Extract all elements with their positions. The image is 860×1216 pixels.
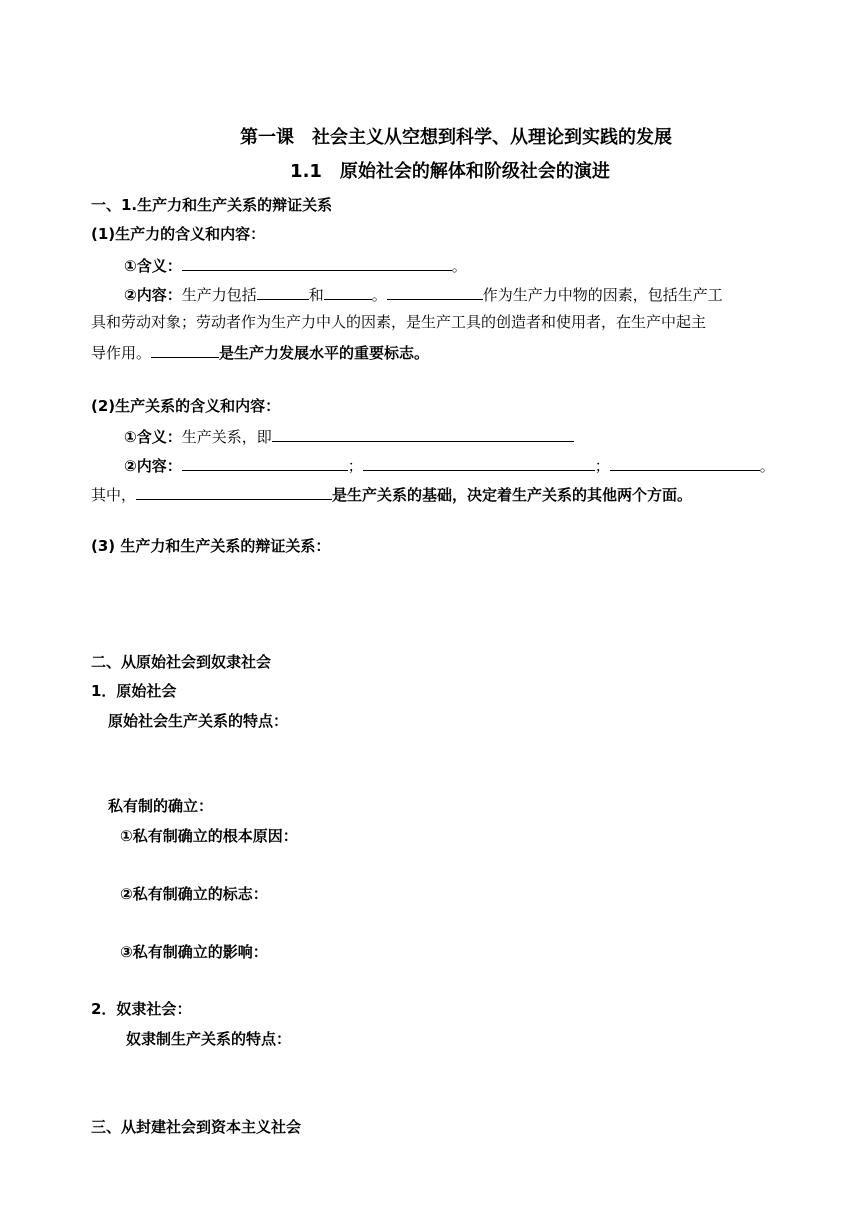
- text-fragment: 。: [371, 286, 387, 304]
- productivity-content-line2: 具和劳动对象；劳动者作为生产力中人的因素，是生产工具的创造者和使用者，在生产中起主: [91, 313, 707, 331]
- meaning-label: ①含义：: [124, 428, 182, 446]
- section-subtitle: 1.1 原始社会的解体和阶级社会的演进: [290, 161, 610, 182]
- relations-content-row: [124, 454, 775, 476]
- content-label: ②内容：: [124, 286, 182, 304]
- text-fragment: 生产力包括: [181, 286, 257, 304]
- text-fragment: 是生产关系的基础，决定着生产关系的其他两个方面。: [332, 486, 693, 504]
- sub-heading-relations: (2)生产关系的含义和内容：: [91, 397, 281, 415]
- sub-heading-primitive: 1．原始社会: [91, 682, 177, 700]
- question-slave-relations: 奴隶制生产关系的特点：: [126, 1030, 292, 1048]
- sub-heading-productivity: (1)生产力的含义和内容：: [91, 225, 266, 243]
- blank-line: [324, 283, 372, 300]
- productivity-content-line3: [91, 341, 429, 363]
- productivity-content-row: [124, 283, 723, 305]
- blank-line: [387, 283, 483, 300]
- private-ownership-heading: 私有制的确立：: [108, 797, 214, 815]
- blank-line: [272, 425, 574, 442]
- text-fragment: 是生产力发展水平的重要标志。: [219, 344, 430, 362]
- question-sign: ②私有制确立的标志：: [120, 885, 268, 903]
- text-fragment: ；: [347, 457, 363, 475]
- text-fragment: 生产关系，即: [181, 428, 272, 446]
- productivity-meaning-row: [124, 254, 467, 276]
- section-heading-2: 二、从原始社会到奴隶社会: [91, 653, 272, 671]
- relations-meaning-row: [124, 425, 574, 447]
- blank-line: [151, 341, 219, 358]
- period: 。: [451, 257, 467, 275]
- section-heading-1: 一、1.生产力和生产关系的辩证关系: [91, 196, 333, 214]
- text-fragment: ；: [594, 457, 610, 475]
- blank-line: [136, 483, 332, 500]
- text-fragment: 其中，: [91, 486, 137, 504]
- question-root-cause: ①私有制确立的根本原因：: [120, 827, 298, 845]
- text-fragment: 。: [759, 457, 775, 475]
- blank-line: [182, 454, 348, 471]
- text-fragment: 和: [308, 286, 324, 304]
- relations-content-line2: [91, 483, 692, 505]
- question-primitive-relations: 原始社会生产关系的特点：: [108, 712, 289, 730]
- text-fragment: 导作用。: [91, 344, 152, 362]
- blank-line: [257, 283, 309, 300]
- question-influence: ③私有制确立的影响：: [120, 943, 268, 961]
- sub-heading-slave: 2．奴隶社会：: [91, 1000, 192, 1018]
- meaning-label: ①含义：: [124, 257, 182, 275]
- content-label: ②内容：: [124, 457, 182, 475]
- blank-line: [182, 254, 452, 271]
- text-fragment: 作为生产力中物的因素，包括生产工: [482, 286, 723, 304]
- section-heading-3: 三、从封建社会到资本主义社会: [91, 1118, 302, 1136]
- blank-line: [610, 454, 760, 471]
- sub-heading-dialectics: (3) 生产力和生产关系的辩证关系：: [91, 537, 331, 555]
- page-title: 第一课 社会主义从空想到科学、从理论到实践的发展: [240, 127, 672, 148]
- blank-line: [363, 454, 595, 471]
